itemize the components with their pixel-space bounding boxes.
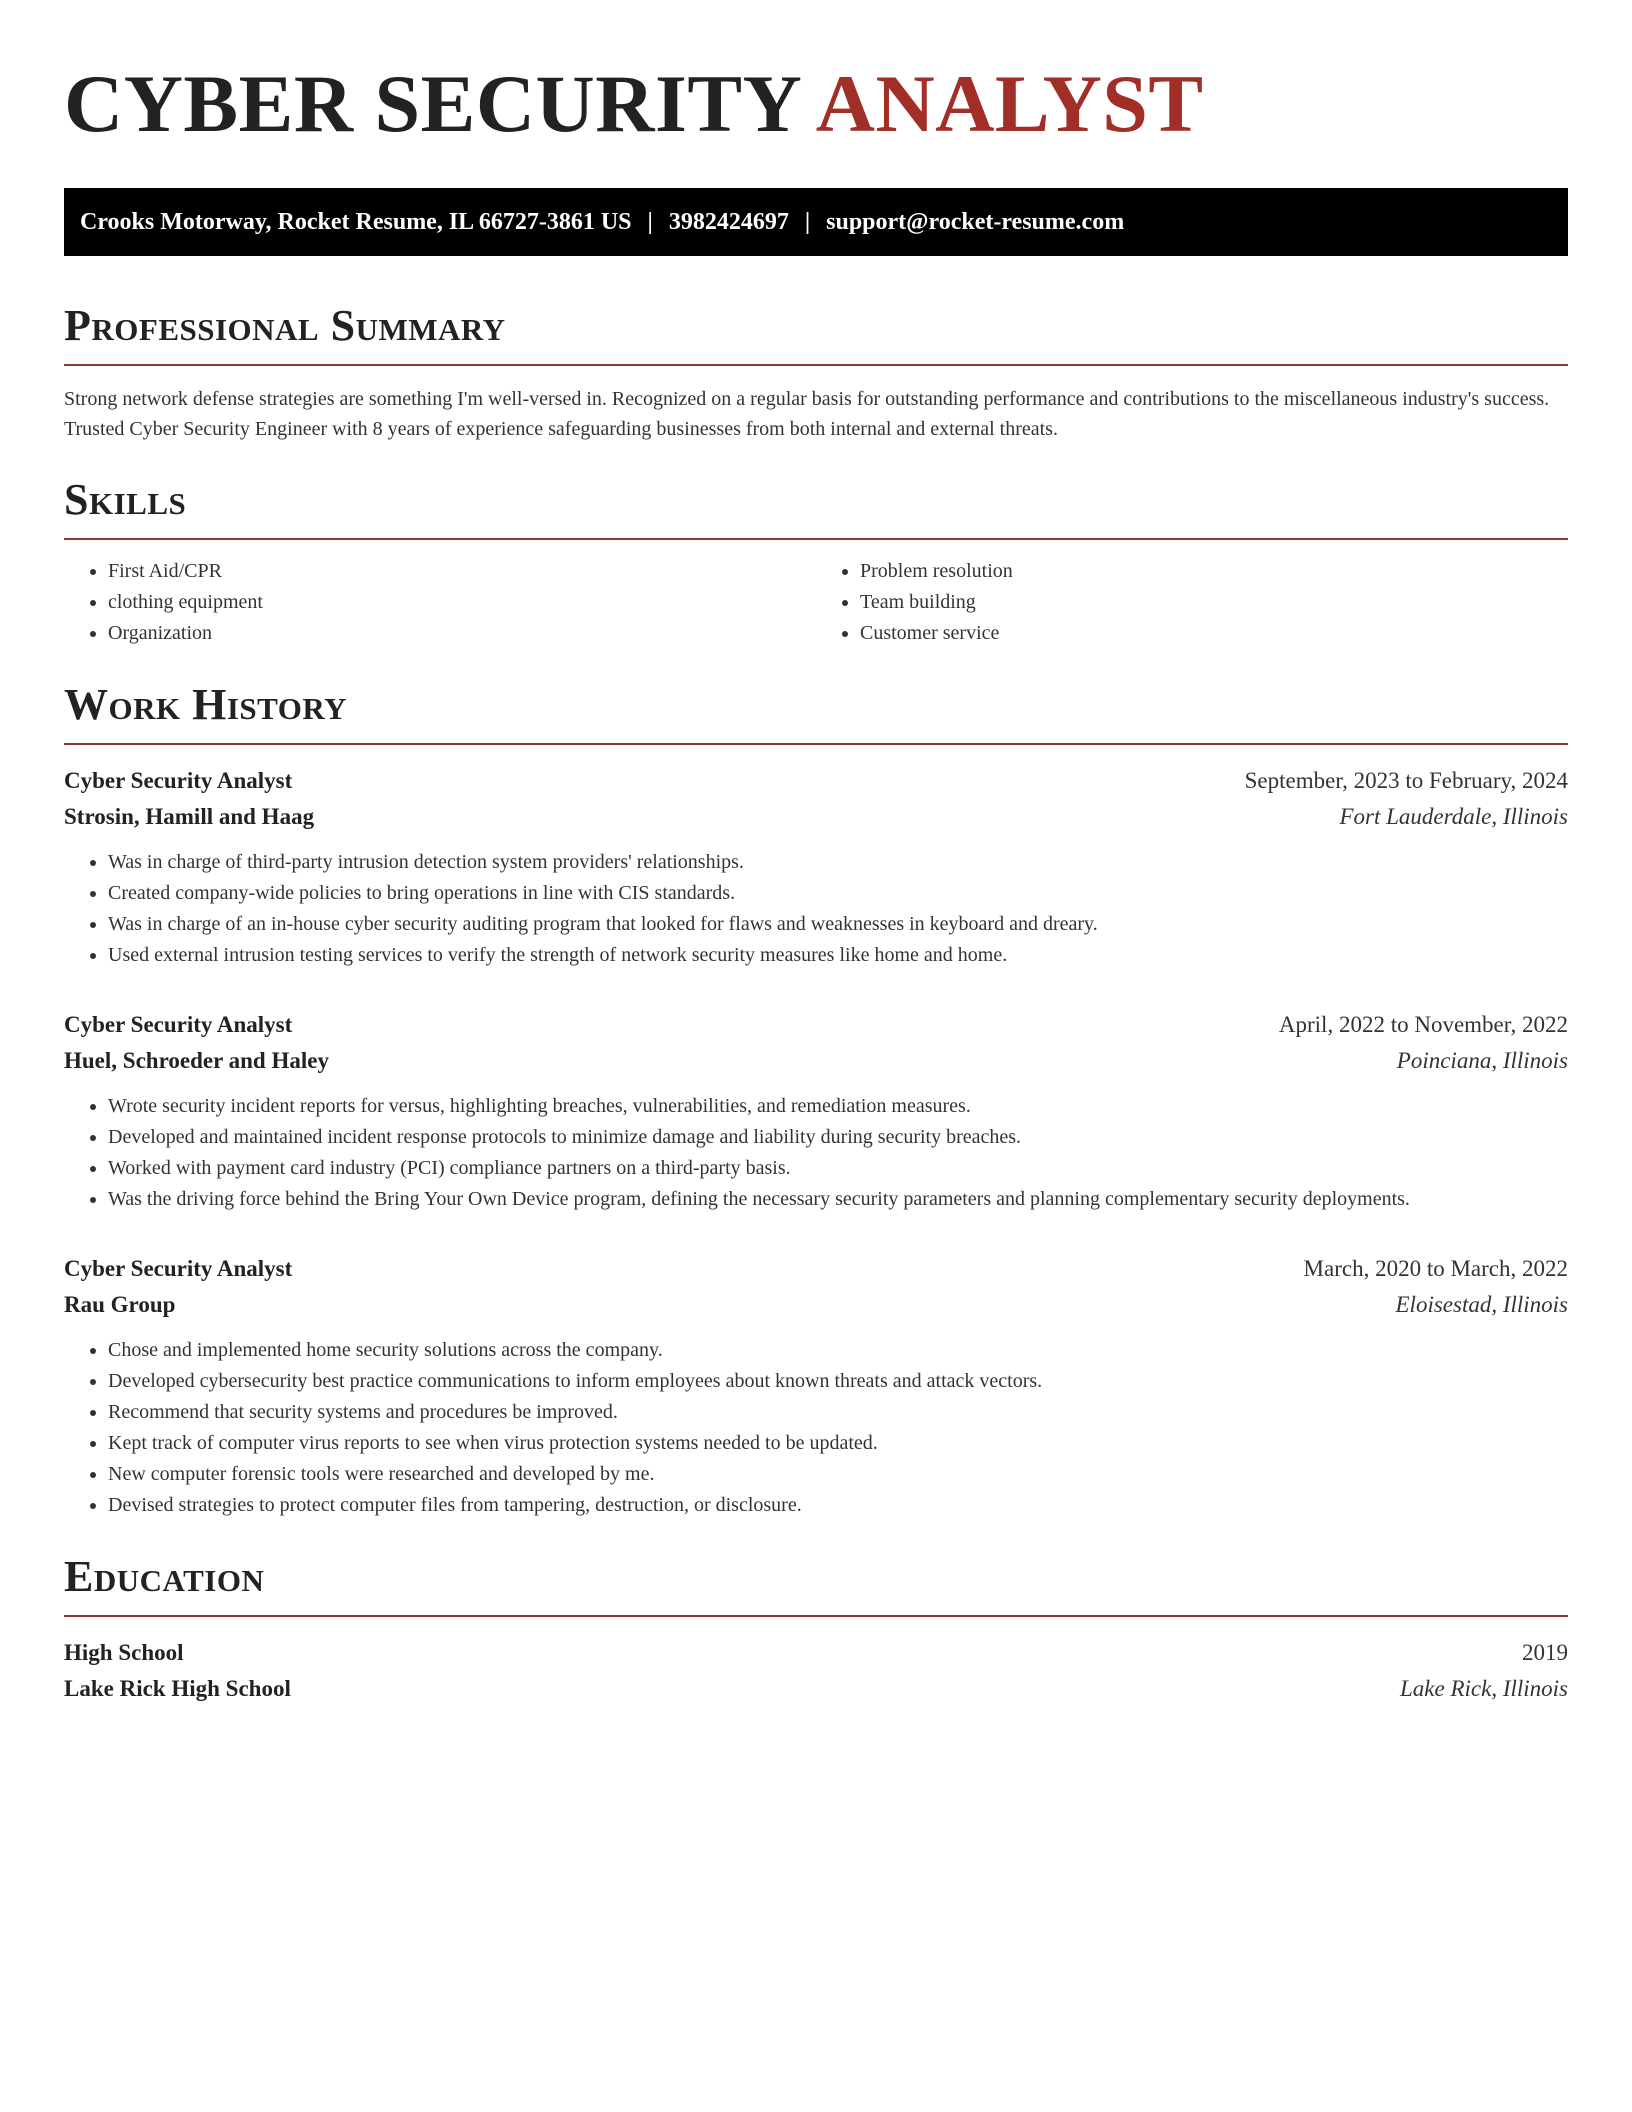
section-divider xyxy=(64,1615,1568,1617)
job-dates: March, 2020 to March, 2022 xyxy=(1303,1256,1568,1281)
education-school: Lake Rick High School xyxy=(64,1676,291,1701)
job-company-row xyxy=(64,799,1568,835)
work-section xyxy=(64,679,1568,1521)
job-bullet: • Worked with payment card industry (PCI) compliance partners on a third-party basis. xyxy=(108,1153,1568,1184)
job-bullet: • Developed and maintained incident response protocols to minimize damage and liability during security breaches. xyxy=(108,1122,1568,1153)
job-bullet: • Recommend that security systems and procedures be improved. xyxy=(108,1397,1568,1428)
education-header-row xyxy=(64,1635,1568,1671)
skill-item: • Organization xyxy=(108,618,816,649)
job-company-row xyxy=(64,1287,1568,1323)
education-section xyxy=(64,1551,1568,1707)
job-bullet: • Devised strategies to protect computer files from tampering, destruction, or disclosure. xyxy=(108,1490,1568,1521)
education-location: Lake Rick, Illinois xyxy=(1400,1676,1568,1701)
job-header-row xyxy=(64,763,1568,799)
job-bullet: • Created company-wide policies to bring operations in line with CIS standards. xyxy=(108,878,1568,909)
job-company: Huel, Schroeder and Haley xyxy=(64,1048,329,1073)
section-divider xyxy=(64,538,1568,540)
job-company: Strosin, Hamill and Haag xyxy=(64,804,315,829)
job-dates: April, 2022 to November, 2022 xyxy=(1278,1012,1568,1037)
job-bullet: • Was in charge of third-party intrusion detection system providers' relationships. xyxy=(108,847,1568,878)
education-entry xyxy=(64,1635,1568,1707)
job-title: Cyber Security Analyst xyxy=(64,1012,293,1037)
skill-item: • Problem resolution xyxy=(860,556,1568,587)
summary-heading: Professional Summary xyxy=(64,301,506,350)
job-bullet: • Was the driving force behind the Bring Your Own Device program, defining the necessary security parameters and planning complementary security deployments. xyxy=(108,1184,1568,1215)
job-entry xyxy=(64,1007,1568,1215)
job-header-row xyxy=(64,1007,1568,1043)
summary-text: Strong network defense strategies are something I'm well-versed in. Recognized on a regular basis for outstanding performance and contributions to the miscellaneous industry's success. Trusted Cyber Security Engineer with 8 years of experience safeguarding businesses from both internal and external threats. xyxy=(64,388,1550,440)
contact-bar xyxy=(64,188,1568,256)
job-title: Cyber Security Analyst xyxy=(64,768,293,793)
job-entry xyxy=(64,763,1568,971)
job-location: Poinciana, Illinois xyxy=(1396,1048,1568,1073)
title-main: CYBER SECURITY xyxy=(64,58,800,149)
job-bullet: • Developed cybersecurity best practice communications to inform employees about known threats and attack vectors. xyxy=(108,1366,1568,1397)
job-company-row xyxy=(64,1043,1568,1079)
job-company: Rau Group xyxy=(64,1292,176,1317)
section-divider xyxy=(64,364,1568,366)
job-bullets xyxy=(64,1335,1568,1521)
contact-separator: | xyxy=(647,208,653,235)
job-bullets xyxy=(64,1091,1568,1215)
job-title: Cyber Security Analyst xyxy=(64,1256,293,1281)
job-bullet: • New computer forensic tools were researched and developed by me. xyxy=(108,1459,1568,1490)
contact-separator: | xyxy=(804,208,811,235)
job-location: Eloisestad, Illinois xyxy=(1395,1292,1568,1317)
job-bullet: • Wrote security incident reports for versus, highlighting breaches, vulnerabilities, and remediation measures. xyxy=(108,1091,1568,1122)
skill-item: • First Aid/CPR xyxy=(108,556,816,587)
summary-section xyxy=(64,300,1568,444)
section-divider xyxy=(64,743,1568,745)
work-heading: Work History xyxy=(64,680,348,729)
skills-column-right xyxy=(816,556,1568,649)
education-year: 2019 xyxy=(1522,1640,1568,1665)
skills-columns xyxy=(64,556,1568,649)
skill-item: • clothing equipment xyxy=(108,587,816,618)
contact-phone: 3982424697 xyxy=(668,208,789,235)
job-bullet: • Used external intrusion testing services to verify the strength of network security measures like home and home. xyxy=(108,940,1568,971)
contact-address: Crooks Motorway, Rocket Resume, IL 66727-3861 US xyxy=(80,208,632,235)
skills-column-left xyxy=(64,556,816,649)
education-heading: Education xyxy=(64,1552,265,1601)
job-header-row xyxy=(64,1251,1568,1287)
job-bullet: • Was in charge of an in-house cyber security auditing program that looked for flaws and weaknesses in keyboard and dreary. xyxy=(108,909,1568,940)
resume-title xyxy=(64,56,1568,152)
job-entry xyxy=(64,1251,1568,1521)
job-bullet: • Chose and implemented home security solutions across the company. xyxy=(108,1335,1568,1366)
skills-section xyxy=(64,474,1568,649)
skill-item: • Team building xyxy=(860,587,1568,618)
skill-item: • Customer service xyxy=(860,618,1568,649)
title-accent: ANALYST xyxy=(815,58,1204,149)
skills-heading: Skills xyxy=(64,475,187,524)
job-dates: September, 2023 to February, 2024 xyxy=(1244,768,1568,793)
contact-email: support@rocket-resume.com xyxy=(826,208,1125,235)
education-degree: High School xyxy=(64,1640,184,1665)
job-location: Fort Lauderdale, Illinois xyxy=(1339,804,1568,829)
job-bullets xyxy=(64,847,1568,971)
job-bullet: • Kept track of computer virus reports to see when virus protection systems needed to be updated. xyxy=(108,1428,1568,1459)
education-school-row xyxy=(64,1671,1568,1707)
